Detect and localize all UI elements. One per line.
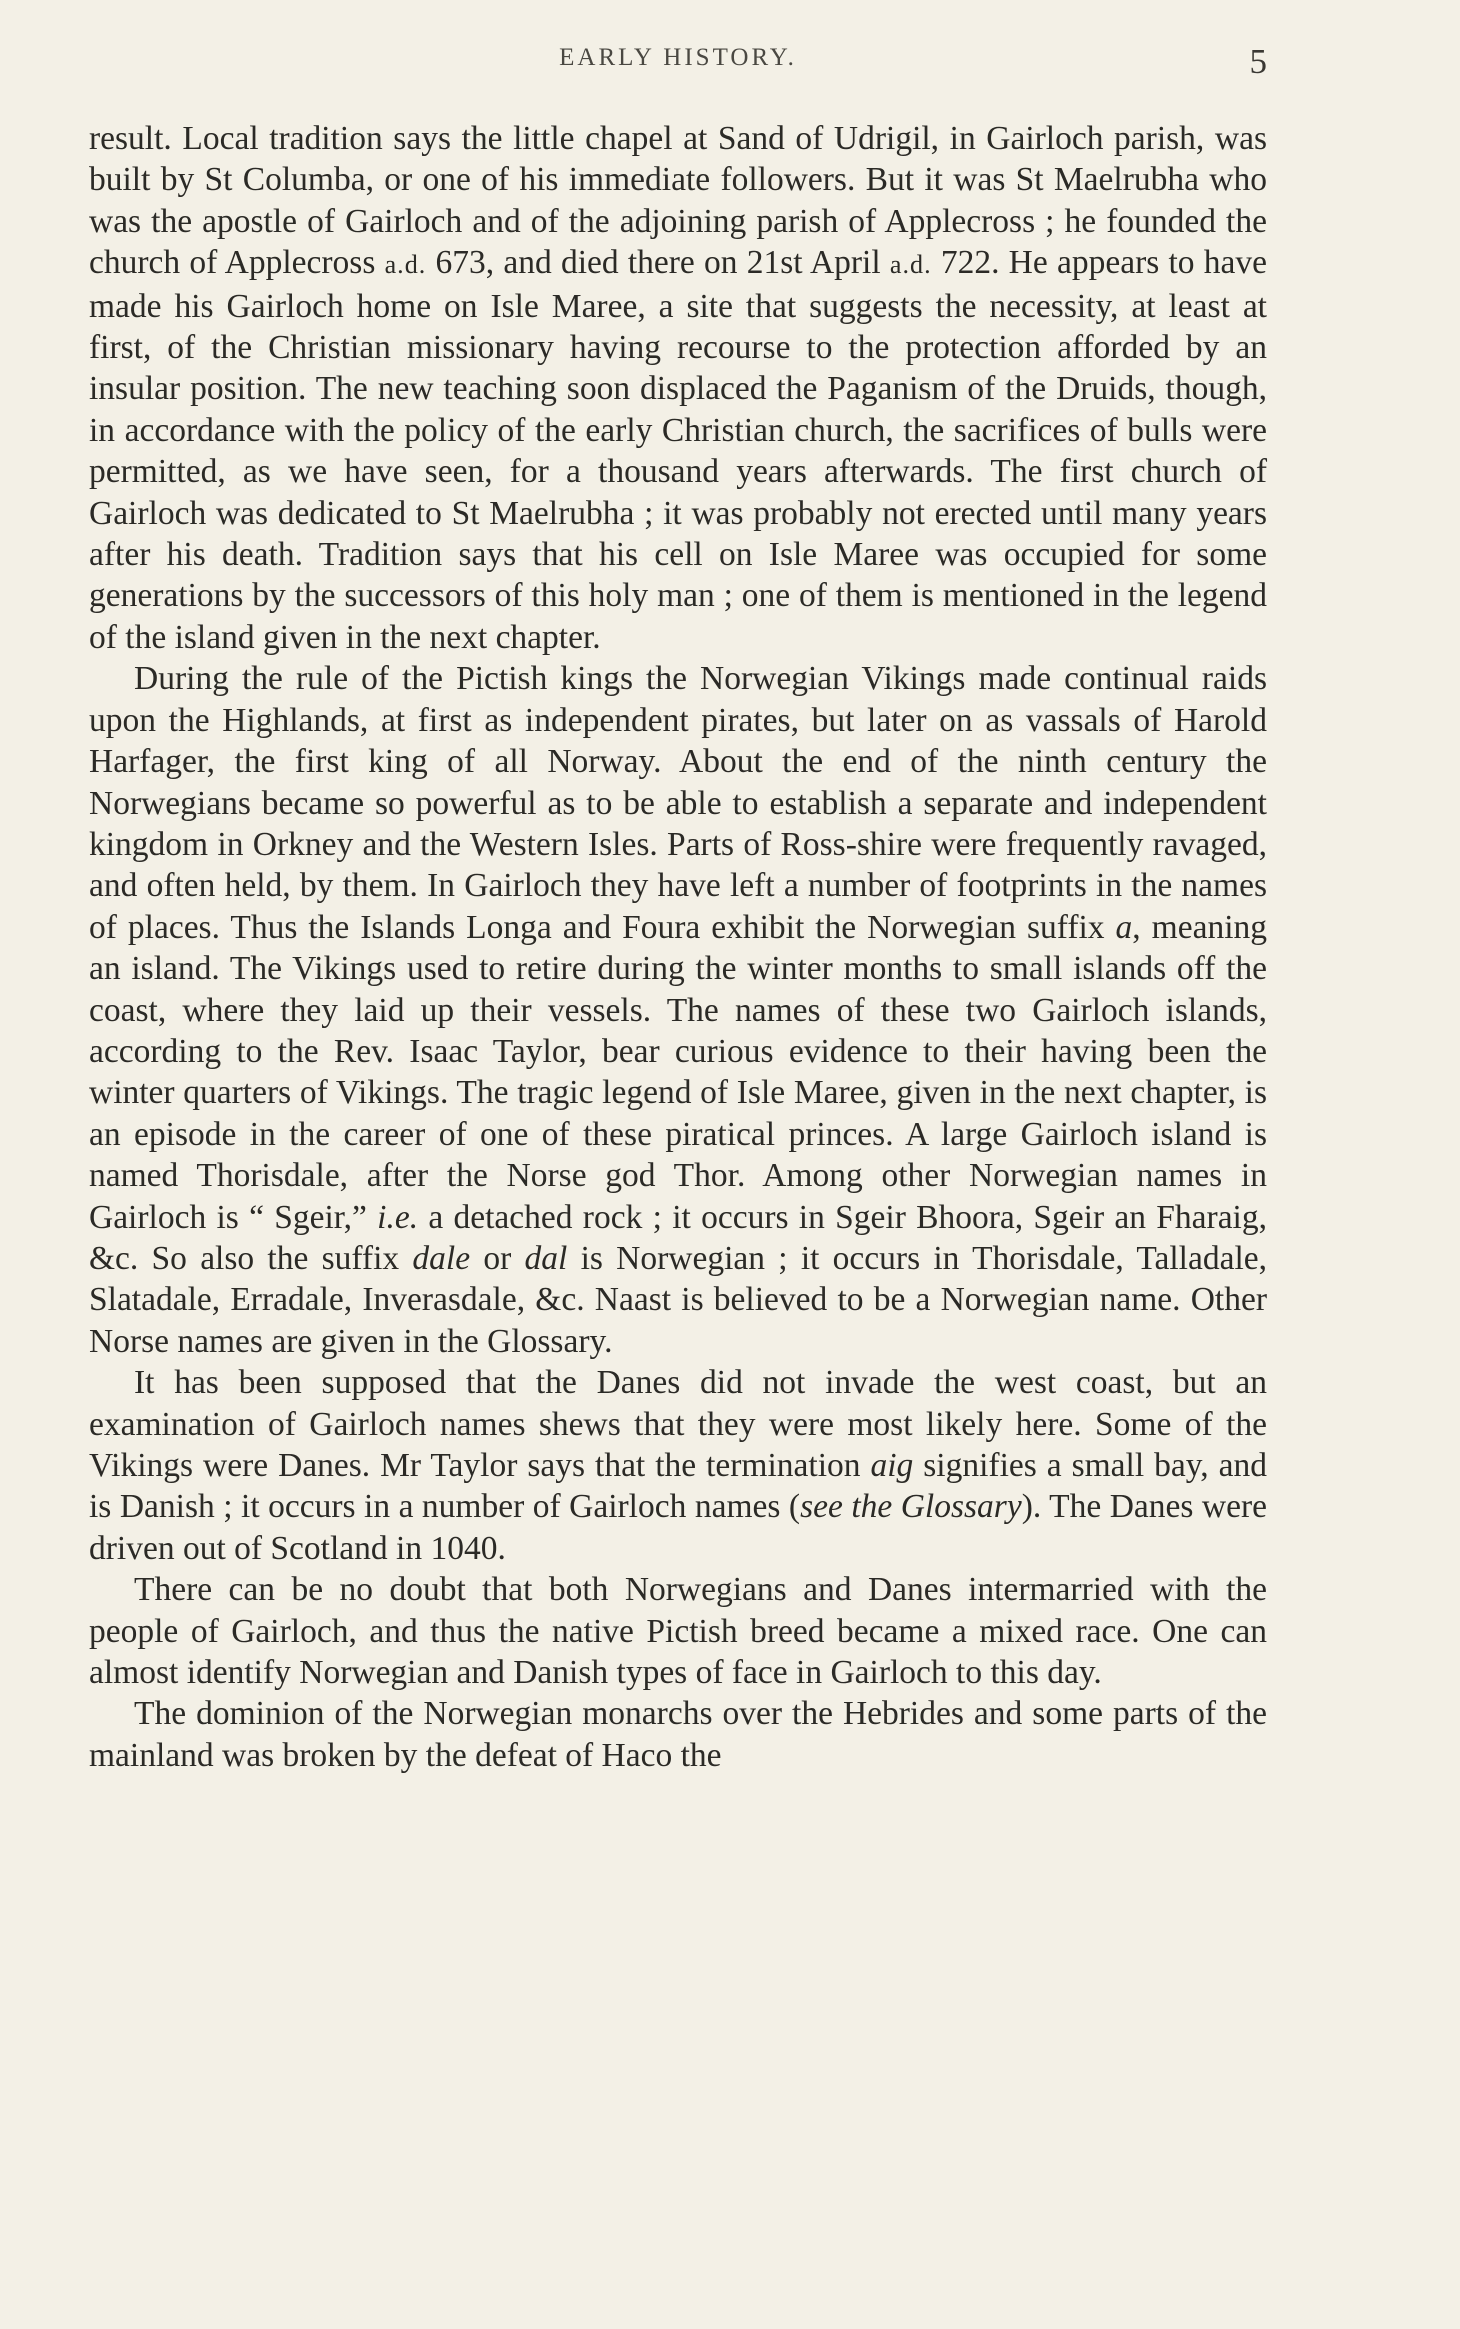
- paragraph: [89, 1693, 1267, 1776]
- paragraph-text: a detached rock ; it occurs in Sgeir Bhoora, Sgeir an Fharaig, &c. So also the suffix: [89, 1198, 1267, 1277]
- paragraph: [89, 1569, 1267, 1693]
- paragraph-text: It has been supposed that the Danes did not invade the west coast, but an examination of Gairloch names shews that they were most likely here. Some of the Vikings were Danes. Mr Taylor says that the termination: [89, 1364, 1267, 1484]
- italic-text: i.e.: [377, 1198, 419, 1236]
- paragraph-text: During the rule of the Pictish kings the Norwegian Vikings made continual raids upon the Highlands, at first as independent pirates, but later on as vassals of Harold Harfager, the first king of all Norway. About the end of the ninth century the Norwegians became so powerful as to be able to establish a separate and independent kingdom in Orkney and the Western Isles. Parts of Ross-shire were frequently ravaged, and often held, by them. In Gairloch they have left a number of footprints in the names of places. Thus the Islands Longa and Foura exhibit the Norwegian suffix: [89, 660, 1267, 946]
- page-number: 5: [1249, 42, 1267, 81]
- paragraph-text: 673, and died there on 21st April: [426, 244, 890, 282]
- paragraph-text: is Norwegian ; it occurs in Thorisdale, Talladale, Slatadale, Erradale, Inverasdale, &c. Naast is believed to be a Norwegian name. Other Norse names are given in the Glossary.: [89, 1239, 1267, 1360]
- paragraph: [89, 1362, 1267, 1569]
- italic-text: aig: [870, 1447, 914, 1484]
- paragraph-text: result. Local tradition says the little chapel at Sand of Udrigil, in Gairloch parish, was built by St Columba, or one of his immediate followers. But it was St Maelrubha who was the apostle of Gairloch and of the adjoining parish of Applecross ; he founded the church of Applecross: [89, 120, 1267, 282]
- small-caps-text: a.d.: [384, 250, 427, 280]
- paragraph: [89, 658, 1267, 1362]
- paragraph-text: or: [470, 1239, 525, 1277]
- paragraph-text: , meaning an island. The Vikings used to retire during the winter months to small islands off the coast, where they laid up their vessels. The names of these two Gairloch islands, according to the Rev. Isaac Taylor, bear curious evidence to their having been the winter quarters of Vikings. The tragic legend of Isle Maree, given in the next chapter, is an episode in the career of one of these piratical princes. A large Gairloch island is named Thorisdale, after the Norse god Thor. Among other Norwegian names in Gairloch is “ Sgeir,”: [89, 908, 1267, 1236]
- paragraph: [89, 118, 1267, 658]
- italic-text: dale: [412, 1239, 471, 1277]
- italic-text: see the Glossary: [800, 1488, 1022, 1526]
- paragraph-text: 722. He appears to have made his Gairloch home on Isle Maree, a site that suggests the necessity, at least at first, of the Christian missionary having recourse to the protection afforded by an insular position. The new teaching soon displaced the Paganism of the Druids, though, in accordance with the policy of the early Christian church, the sacrifices of bulls were permitted, as we have seen, for a thousand years afterwards. The first church of Gairloch was dedicated to St Maelrubha ; it was probably not erected until many years after his death. Tradition says that his cell on Isle Maree was occupied for some generations by the successors of this holy man ; one of them is mentioned in the legend of the island given in the next chapter.: [89, 244, 1267, 656]
- small-caps-text: a.d.: [889, 250, 932, 280]
- running-title: EARLY HISTORY.: [559, 44, 797, 71]
- running-head: [89, 44, 1267, 84]
- paragraph-text: There can be no doubt that both Norwegians and Danes intermarried with the people of Gairloch, and thus the native Pictish breed became a mixed race. One can almost identify Norwegian and Danish types of face in Gairloch to this day.: [89, 1571, 1267, 1692]
- italic-text: dal: [524, 1239, 568, 1277]
- paragraph-text: ). The Danes were driven out of Scotland in 1040.: [89, 1488, 1267, 1567]
- paragraph-text: The dominion of the Norwegian monarchs over the Hebrides and some parts of the mainland was broken by the defeat of Haco the: [89, 1695, 1267, 1774]
- italic-text: a: [1115, 908, 1133, 946]
- paragraph-text: signifies a small bay, and is Danish ; it occurs in a number of Gairloch names (: [89, 1447, 1268, 1526]
- body-text: [89, 118, 1267, 1776]
